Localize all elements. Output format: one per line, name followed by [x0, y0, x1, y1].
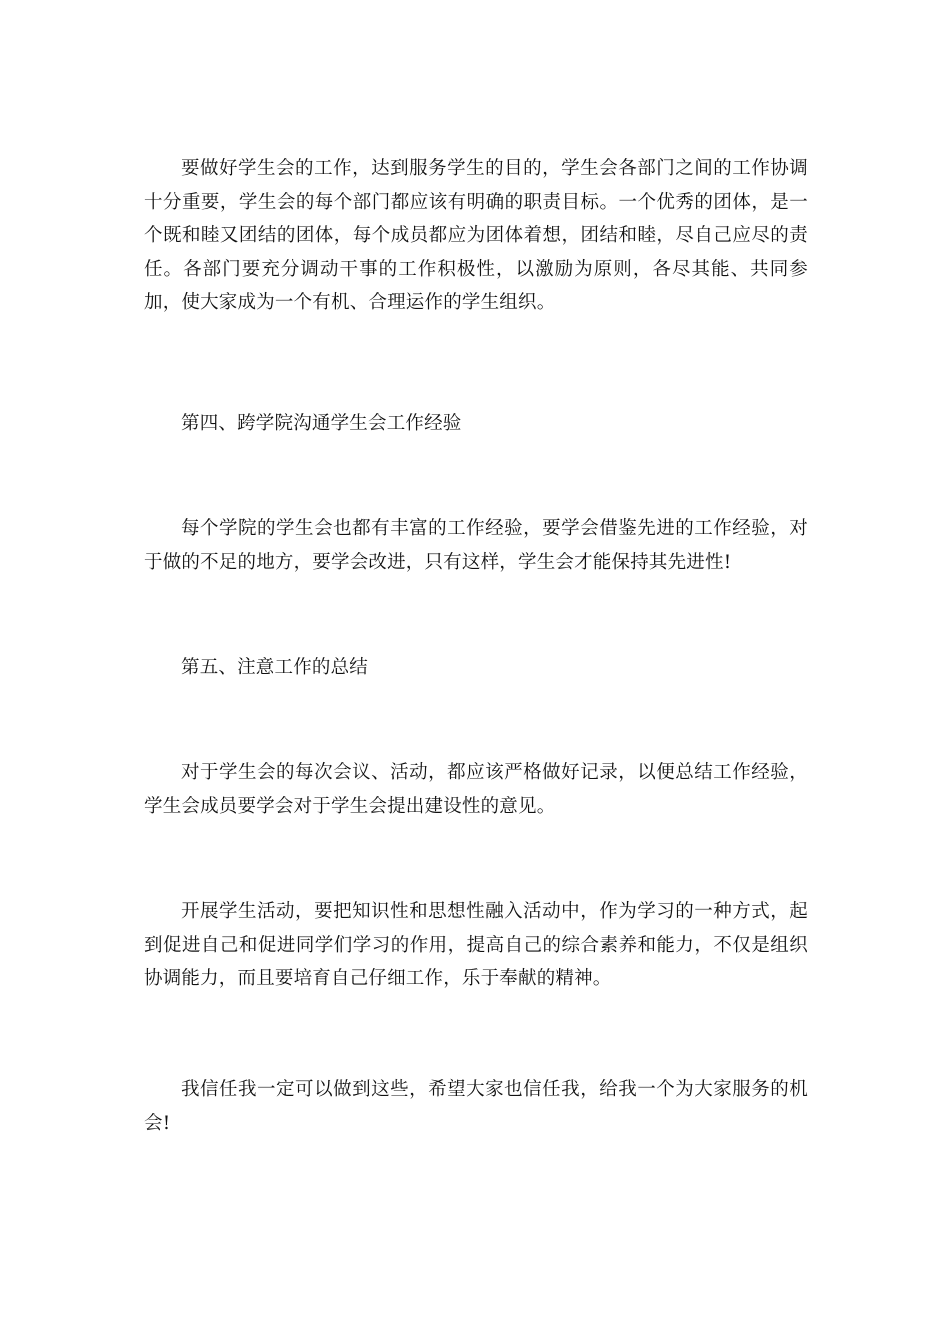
heading-section-five: 第五、注意工作的总结	[181, 657, 369, 678]
heading-section-four: 第四、跨学院沟通学生会工作经验	[181, 413, 462, 434]
paragraph-department-coordination: 要做好学生会的工作，达到服务学生的目的，学生会各部门之间的工作协调十分重要，学生会的每个部门都应该有明确的职责目标。一个优秀的团体，是一个既和睦又团结的团体，每个成员都应为团体着想，团结和睦，尽自己应尽的责任。各部门要充分调动干事的工作积极性，以激励为原则，各尽其能、共同参加，使大家成为一个有机、合理运作的学生组织。	[144, 158, 808, 313]
paragraph-work-summary: 对于学生会的每次会议、活动，都应该严格做好记录，以便总结工作经验，学生会成员要学会对于学生会提出建设性的意见。	[144, 762, 808, 817]
paragraph-closing-statement: 我信任我一定可以做到这些，希望大家也信任我，给我一个为大家服务的机会!	[144, 1079, 808, 1134]
paragraph-student-activities: 开展学生活动，要把知识性和思想性融入活动中，作为学习的一种方式，起到促进自己和促进同学们学习的作用，提高自己的综合素养和能力，不仅是组织协调能力，而且要培育自己仔细工作，乐于奉献的精神。	[144, 901, 808, 989]
paragraph-cross-college-experience: 每个学院的学生会也都有丰富的工作经验，要学会借鉴先进的工作经验，对于做的不足的地方，要学会改进，只有这样，学生会才能保持其先进性!	[144, 518, 808, 573]
